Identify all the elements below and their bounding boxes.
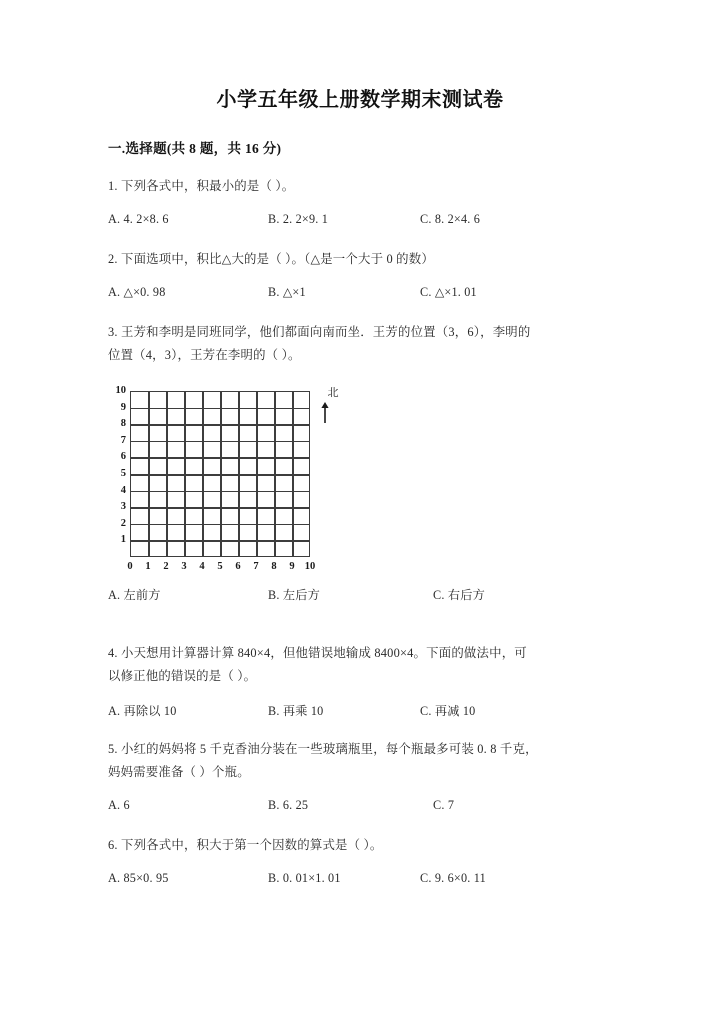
question-2-option-b[interactable]: B. △×1 [268,285,306,299]
question-4-option-a[interactable]: A. 再除以 10 [108,704,177,718]
grid-y-label: 7 [120,434,126,446]
question-2-line-1: 2. 下面选项中，积比△大的是（ ）。（△是一个大于 0 的数） [108,252,434,266]
question-2-option-a[interactable]: A. △×0. 98 [108,285,166,299]
grid-y-label: 2 [120,517,126,529]
question-4-options [108,702,612,720]
grid-line-vertical [238,391,240,557]
grid-y-label: 4 [120,484,126,496]
grid-x-label: 3 [181,561,187,572]
question-4-option-c[interactable]: C. 再减 10 [420,704,476,718]
compass-label: 北 [327,387,339,399]
question-6-option-c[interactable]: C. 9. 6×0. 11 [420,871,486,885]
grid-line-vertical [256,391,258,557]
grid-line-horizontal [130,507,310,509]
grid-line-horizontal [130,491,310,493]
question-4-line-1: 4. 小天想用计算器计算 840×4，但他错误地输成 8400×4。下面的做法中，可 [108,646,527,660]
question-3-option-c[interactable]: C. 右后方 [433,588,485,602]
north-arrow-icon [320,402,330,424]
question-6-option-a[interactable]: A. 85×0. 95 [108,871,169,885]
question-1-option-a[interactable]: A. 4. 2×8. 6 [108,212,169,226]
question-6-text [108,834,612,857]
question-2-option-c[interactable]: C. △×1. 01 [420,285,477,299]
question-5-option-c[interactable]: C. 7 [433,798,455,812]
grid-y-label: 3 [120,500,126,512]
question-3 [108,321,612,604]
grid-y-label: 8 [120,417,126,429]
grid-line-horizontal [130,474,310,476]
question-1-option-c[interactable]: C. 8. 2×4. 6 [420,212,481,226]
question-4 [108,642,612,720]
grid-line-vertical [292,391,294,557]
grid-x-label: 0 [127,561,133,572]
question-1-line-1: 1. 下列各式中，积最小的是（ ）。 [108,179,295,193]
question-1 [108,175,612,230]
grid-x-label: 9 [289,561,295,572]
page-title: 小学五年级上册数学期末测试卷 [216,89,504,111]
question-1-text [108,175,612,198]
question-6-option-b[interactable]: B. 0. 01×1. 01 [268,871,341,885]
question-4-text [108,642,612,688]
coordinate-grid-figure [108,384,358,572]
question-5-line-2: 妈妈需要准备（ ）个瓶。 [108,765,250,779]
question-2-options [108,285,612,303]
grid-y-label: 6 [120,451,126,463]
question-6-options [108,871,612,889]
question-1-options [108,212,612,230]
question-3-option-a[interactable]: A. 左前方 [108,588,161,602]
grid-y-label: 10 [115,384,126,396]
grid-x-label: 1 [145,561,151,572]
grid-line-vertical [274,391,276,557]
question-4-line-2: 以修正他的错误的是（ ）。 [108,669,257,683]
question-4-option-b[interactable]: B. 再乘 10 [268,704,324,718]
question-2 [108,248,612,303]
grid-y-label: 1 [120,534,126,546]
question-3-line-1: 3. 王芳和李明是同班同学，他们都面向南而坐．王芳的位置（3，6），李明的 [108,325,531,339]
question-5-line-1: 5. 小红的妈妈将 5 千克香油分装在一些玻璃瓶里，每个瓶最多可装 0. 8 千克， [108,742,538,756]
question-2-text [108,248,612,271]
grid-x-label: 2 [163,561,169,572]
grid-line-horizontal [130,540,310,542]
compass-indicator [320,387,346,424]
grid-x-label: 6 [235,561,241,572]
question-3-options [108,586,612,604]
grid-x-label: 5 [217,561,223,572]
question-6-line-1: 6. 下列各式中，积大于第一个因数的算式是（ ）。 [108,838,383,852]
question-6 [108,834,612,889]
grid-y-label: 9 [120,401,126,413]
coordinate-grid [115,384,316,572]
question-3-option-b[interactable]: B. 左后方 [268,588,320,602]
question-1-option-b[interactable]: B. 2. 2×9. 1 [268,212,329,226]
question-5-option-a[interactable]: A. 6 [108,798,130,812]
grid-x-label: 7 [253,561,259,572]
section-heading: 一.选择题(共 8 题，共 16 分) [108,141,282,156]
question-5 [108,738,612,816]
grid-x-label: 10 [304,561,316,572]
question-3-text [108,321,612,367]
question-3-line-2: 位置（4，3），王芳在李明的（ ）。 [108,348,301,362]
question-5-text [108,738,612,784]
grid-y-label: 5 [120,467,126,479]
question-5-options [108,798,612,816]
grid-x-label: 4 [199,561,205,572]
question-5-option-b[interactable]: B. 6. 25 [268,798,309,812]
grid-line-horizontal [130,524,310,526]
grid-x-label: 8 [271,561,277,572]
